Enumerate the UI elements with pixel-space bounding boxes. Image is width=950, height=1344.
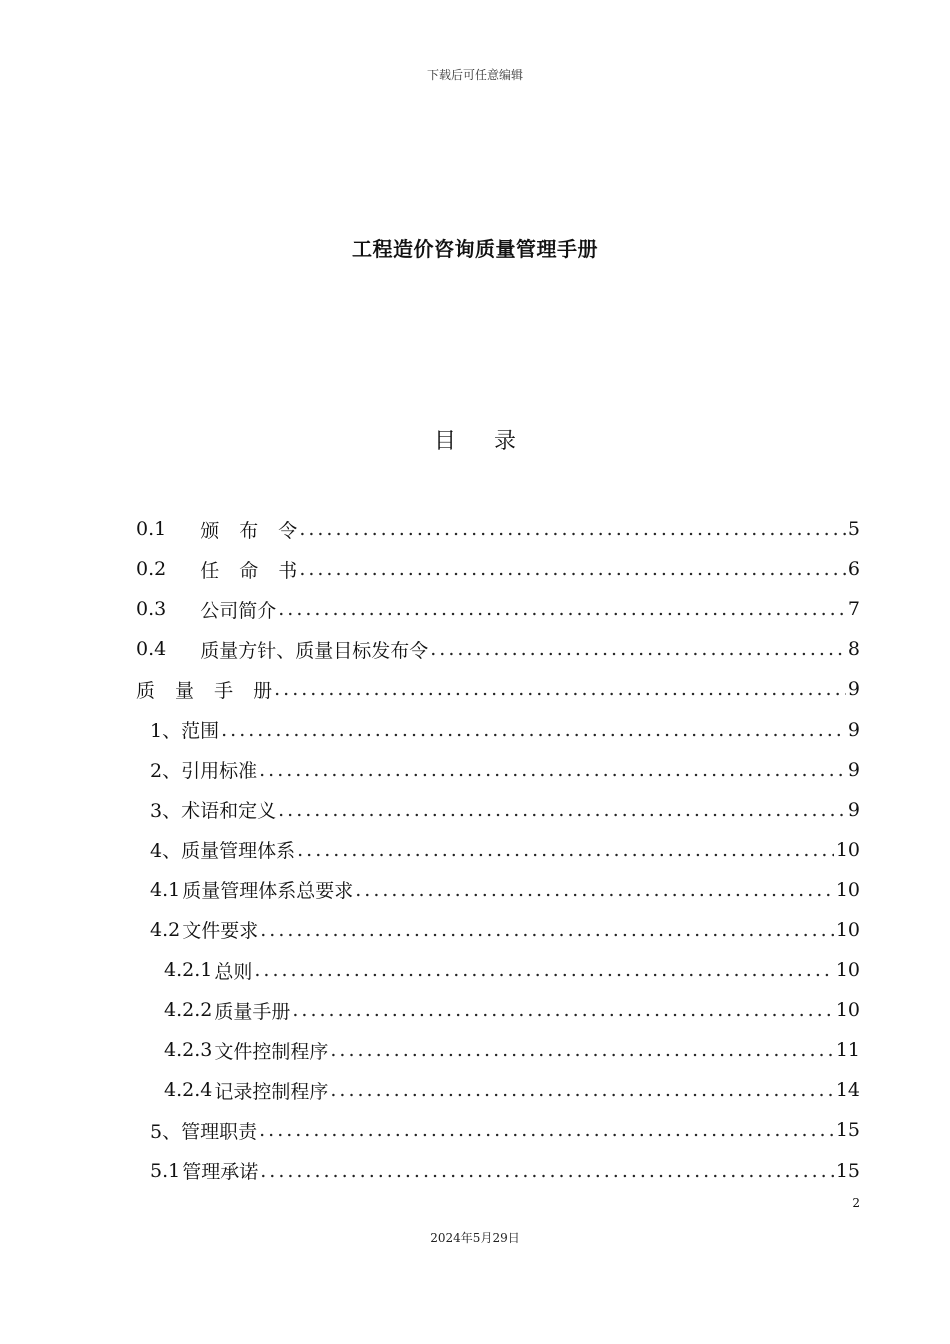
toc-entry[interactable] <box>136 1030 860 1070</box>
toc-entry[interactable] <box>136 1151 860 1191</box>
toc-entry-number: 0.2 <box>136 558 167 581</box>
toc-entry[interactable] <box>136 629 860 669</box>
toc-entry-page: 15 <box>835 1119 860 1142</box>
toc-entry-label: 公司简介 <box>200 599 277 622</box>
page-number: 2 <box>852 1196 860 1210</box>
toc-entry-page: 9 <box>847 718 860 741</box>
toc-entry[interactable] <box>136 709 860 749</box>
toc-entry-page: 8 <box>847 638 860 661</box>
toc-entry-page: 9 <box>847 758 860 781</box>
page-header: 下载后可任意编辑 <box>426 68 523 82</box>
toc-entry-page: 11 <box>835 1039 860 1062</box>
toc-entry-number: 5、 <box>150 1120 182 1143</box>
toc-entry-page: 9 <box>847 798 860 821</box>
toc-entry-label: 颁 布 令 <box>200 519 298 542</box>
toc-entry[interactable] <box>136 1110 860 1150</box>
toc-entry-label: 总则 <box>214 960 253 983</box>
toc-entry-label: 文件控制程序 <box>214 1040 329 1063</box>
toc-entry-number: 5.1 <box>150 1159 181 1182</box>
toc-entry-label: 质量方针、质量目标发布令 <box>200 639 429 662</box>
toc-entry-page: 5 <box>847 518 860 541</box>
toc-entry-page: 10 <box>835 999 860 1022</box>
toc-entry-label: 质量管理体系总要求 <box>182 880 354 903</box>
toc-entry-label: 质 量 手 册 <box>136 679 273 702</box>
toc-entry-label: 记录控制程序 <box>214 1080 329 1103</box>
toc-entry-number: 0.1 <box>136 518 167 541</box>
toc-entry-page: 7 <box>847 598 860 621</box>
toc-entry-label: 质量管理体系 <box>181 840 296 863</box>
toc-entry-label: 管理承诺 <box>182 1161 259 1184</box>
toc-dot-leader <box>355 879 834 901</box>
toc-entry[interactable] <box>136 750 860 790</box>
toc-entry-number: 4、 <box>150 840 182 863</box>
toc-entry-label: 管理职责 <box>181 1120 258 1143</box>
toc-entry[interactable] <box>136 870 860 910</box>
toc-dot-leader <box>259 1119 834 1141</box>
toc-dot-leader <box>260 1160 834 1182</box>
toc-entry[interactable] <box>136 830 860 870</box>
toc-entry[interactable] <box>136 509 860 549</box>
toc-dot-leader <box>221 719 846 741</box>
toc-dot-leader <box>430 638 846 660</box>
toc-dot-leader <box>292 999 833 1021</box>
toc-entry-label: 术语和定义 <box>181 800 277 823</box>
toc-entry-number: 3、 <box>150 800 182 823</box>
toc-entry-number: 4.2.1 <box>164 959 213 982</box>
toc-entry-page: 14 <box>835 1079 860 1102</box>
page-footer-date: 2024年5月29日 <box>430 1231 520 1245</box>
toc-dot-leader <box>260 919 834 941</box>
toc-entry-page: 10 <box>835 878 860 901</box>
toc-entry-label: 范围 <box>181 720 220 743</box>
toc-entry-number: 1、 <box>150 720 182 743</box>
toc-heading: 目录 <box>433 429 554 454</box>
toc-entry[interactable] <box>136 910 860 950</box>
toc-entry-page: 10 <box>835 959 860 982</box>
toc-dot-leader <box>299 558 846 580</box>
toc-entry[interactable] <box>136 589 860 629</box>
toc-entry[interactable] <box>136 950 860 990</box>
toc-entry[interactable] <box>136 1070 860 1110</box>
toc-entry-page: 9 <box>847 678 860 701</box>
toc-dot-leader <box>274 678 846 700</box>
toc-entry-number: 0.3 <box>136 598 167 621</box>
document-title: 工程造价咨询质量管理手册 <box>352 237 598 261</box>
toc-dot-leader <box>330 1079 833 1101</box>
toc-entry-number: 4.2 <box>150 918 181 941</box>
toc-entry-page: 6 <box>847 558 860 581</box>
toc-entry[interactable] <box>136 669 860 709</box>
toc-entry-page: 10 <box>835 838 860 861</box>
toc-dot-leader <box>299 518 846 540</box>
toc-entry-label: 引用标准 <box>181 760 258 783</box>
toc-entry-number: 4.1 <box>150 878 181 901</box>
toc-dot-leader <box>254 959 833 981</box>
toc-entry[interactable] <box>136 549 860 589</box>
toc-entry[interactable] <box>136 790 860 830</box>
toc-entry-page: 15 <box>835 1159 860 1182</box>
toc-entry-label: 质量手册 <box>214 1000 291 1023</box>
toc-entry-number: 4.2.3 <box>164 1039 213 1062</box>
toc-entry-number: 2、 <box>150 760 182 783</box>
toc-entry-label: 文件要求 <box>182 920 259 943</box>
toc-entry-number: 4.2.2 <box>164 999 213 1022</box>
toc-entry-page: 10 <box>835 918 860 941</box>
toc-entry[interactable] <box>136 990 860 1030</box>
toc-entry-label: 任 命 书 <box>200 559 298 582</box>
toc-dot-leader <box>278 598 846 620</box>
toc-entry-number: 0.4 <box>136 638 167 661</box>
table-of-contents <box>136 509 860 1191</box>
toc-entry-number: 4.2.4 <box>164 1079 213 1102</box>
toc-dot-leader <box>278 799 846 821</box>
toc-dot-leader <box>297 839 834 861</box>
toc-dot-leader <box>330 1039 833 1061</box>
toc-dot-leader <box>259 759 846 781</box>
